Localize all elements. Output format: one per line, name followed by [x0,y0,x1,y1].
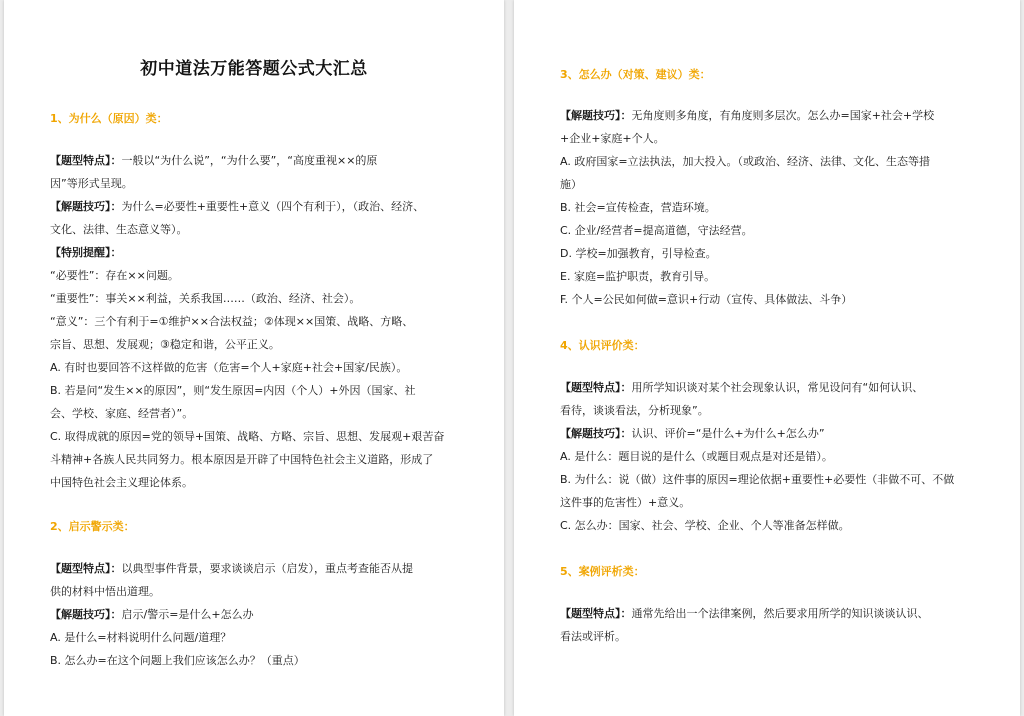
text-line: “重要性”：事关××利益，关系我国……（政治、经济、社会）。 [50,292,361,305]
text-line: 【解题技巧】：认识、评价=“是什么+为什么+怎么办” [560,427,825,440]
section-heading-1: 1、为什么（原因）类： [50,112,168,125]
text-line: C. 企业/经营者=提高道德，守法经营。 [560,224,753,237]
text-line: 宗旨、思想、发展观；③稳定和谐，公平正义。 [50,338,280,351]
text-line: 供的材料中悟出道理。 [50,585,160,598]
section-heading-4: 4、认识评价类： [560,339,645,352]
text-line: 看待，谈谈看法，分析现象”。 [560,404,709,417]
text-line: A. 政府国家=立法执法，加大投入。（或政治、经济、法律、文化、生态等措 [560,155,931,168]
text-line: B. 若是问“发生××的原因”，则“发生原因=内因（个人）+外因（国家、社 [50,384,416,397]
text-line: “意义”：三个有利于=①维护××合法权益；②体现××国策、战略、方略、 [50,315,414,328]
text-line: 【题型特点】：以典型事件背景，要求谈谈启示（启发），重点考查能否从提 [50,562,413,575]
section-heading-5: 5、案例评析类： [560,565,645,578]
text-line: F. 个人=公民如何做=意识+行动（宣传、具体做法、斗争） [560,293,853,306]
text-line: 【特别提醒】： [50,246,122,259]
section-heading-2: 2、启示警示类： [50,520,135,533]
text-line: 【题型特点】：一般以“为什么说”，“为什么要”，“高度重视××的原 [50,154,378,167]
text-line: 【题型特点】：通常先给出一个法律案例，然后要求用所学的知识谈谈认识、 [560,607,929,620]
text-line: A. 是什么：题目说的是什么（或题目观点是对还是错）。 [560,450,833,463]
text-line: 【解题技巧】：为什么=必要性+重要性+意义（四个有利于），（政治、经济、 [50,200,425,213]
text-line: C. 怎么办：国家、社会、学校、企业、个人等准备怎样做。 [560,519,850,532]
text-line: A. 有时也要回答不这样做的危害（危害=个人+家庭+社会+国家/民族）。 [50,361,408,374]
text-line: A. 是什么=材料说明什么问题/道理？ [50,631,232,644]
section-heading-3: 3、怎么办（对策、建议）类： [560,68,711,81]
document-page-left [4,0,504,716]
text-line: C. 取得成就的原因=党的领导+国策、战略、方略、宗旨、思想、发展观+艰苦奋 [50,430,445,443]
text-line: 斗精神+各族人民共同努力。根本原因是开辟了中国特色社会主义道路，形成了 [50,453,434,466]
text-line: 【解题技巧】：无角度则多角度，有角度则多层次。怎么办=国家+社会+学校 [560,109,935,122]
text-line: B. 怎么办=在这个问题上我们应该怎么办？（重点） [50,654,305,667]
text-line: “必要性”：存在××问题。 [50,269,179,282]
text-line: 文化、法律、生态意义等）。 [50,223,188,236]
text-line: 【解题技巧】：启示/警示=是什么+怎么办 [50,608,254,621]
text-line: 因”等形式呈现。 [50,177,133,190]
text-line: 看法或评析。 [560,630,626,643]
text-line: B. 为什么：说（做）这件事的原因=理论依据+重要性+必要性（非做不可、不做 [560,473,955,486]
text-line: 中国特色社会主义理论体系。 [50,476,193,489]
text-line: 施） [560,178,582,191]
text-line: 【题型特点】：用所学知识谈对某个社会现象认识，常见设问有“如何认识、 [560,381,924,394]
document-page-right [514,0,1020,716]
text-line: 这件事的危害性）+意义。 [560,496,691,509]
text-line: E. 家庭=监护职责，教育引导。 [560,270,716,283]
text-line: D. 学校=加强教育，引导检查。 [560,247,717,260]
text-line: 会、学校、家庭、经营者）”。 [50,407,194,420]
text-line: B. 社会=宣传检查，营造环境。 [560,201,716,214]
page-title: 初中道法万能答题公式大汇总 [140,59,368,79]
text-line: +企业+家庭+个人。 [560,132,665,145]
